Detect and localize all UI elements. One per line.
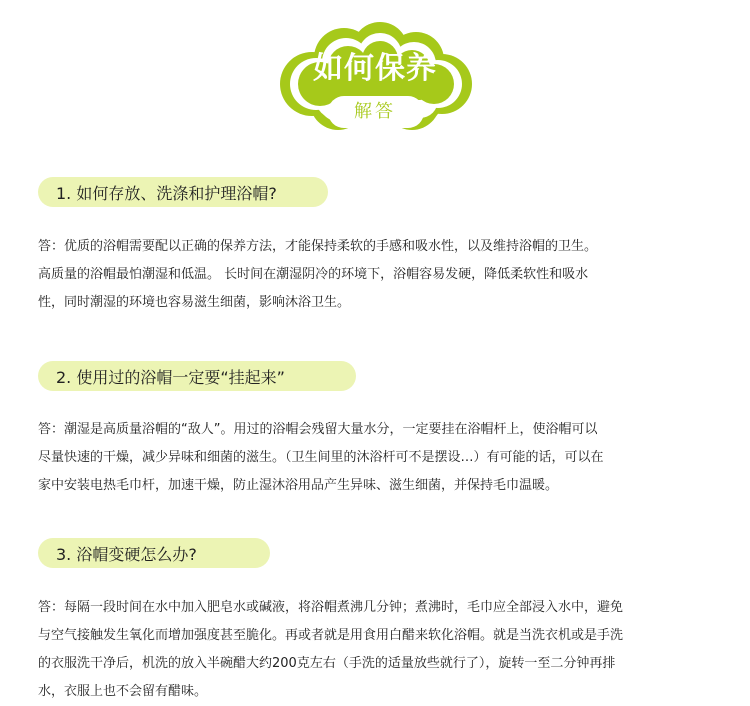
answer-block-1 [38,233,718,317]
question-text: 1. 如何存放、洗涤和护理浴帽? [56,183,277,203]
answer-line: 尽量快速的干燥，减少异味和细菌的滋生。（卫生间里的沐浴杆可不是摆设…）有可能的话，可以在 [38,450,604,465]
answer-line: 答：潮湿是高质量浴帽的“敌人”。用过的浴帽会残留大量水分，一定要挂在浴帽杆上，使浴帽可以 [38,422,598,437]
answer-line: 高质量的浴帽最怕潮湿和低温。 长时间在潮湿阴冷的环境下，浴帽容易发硬，降低柔软性和吸水 [38,267,589,282]
question-text: 2. 使用过的浴帽一定要“挂起来” [56,367,285,387]
page-subtitle: 解答 [354,101,396,122]
answer-line: 的衣服洗干净后，机洗的放入半碗醋大约200克左右（手洗的适量放些就行了），旋转一至二分钟再排 [38,656,616,671]
answer-line: 性，同时潮湿的环境也容易滋生细菌，影响沐浴卫生。 [38,295,351,310]
answer-line: 家中安装电热毛巾杆，加速干燥，防止湿沐浴用品产生异味、滋生细菌，并保持毛巾温暖。 [38,478,559,493]
question-text: 3. 浴帽变硬怎么办? [56,544,197,564]
answer-line: 与空气接触发生氧化而增加强度甚至脆化。再或者就是用食用白醋来软化浴帽。就是当洗衣机或是手洗 [38,628,624,643]
answer-block-3 [38,594,718,706]
question-pill-1 [38,177,328,207]
question-pill-2 [38,361,356,391]
header-cloud-badge [272,22,478,134]
page-title: 如何保养 [313,51,437,86]
answer-block-2 [38,416,718,500]
question-pill-3 [38,538,270,568]
answer-line: 水，衣服上也不会留有醋味。 [38,684,208,699]
answer-line: 答：优质的浴帽需要配以正确的保养方法，才能保持柔软的手感和吸水性，以及维持浴帽的卫生。 [38,239,598,254]
answer-line: 答：每隔一段时间在水中加入肥皂水或碱液，将浴帽煮沸几分钟；煮沸时，毛巾应全部浸入水中，避免 [38,600,624,615]
